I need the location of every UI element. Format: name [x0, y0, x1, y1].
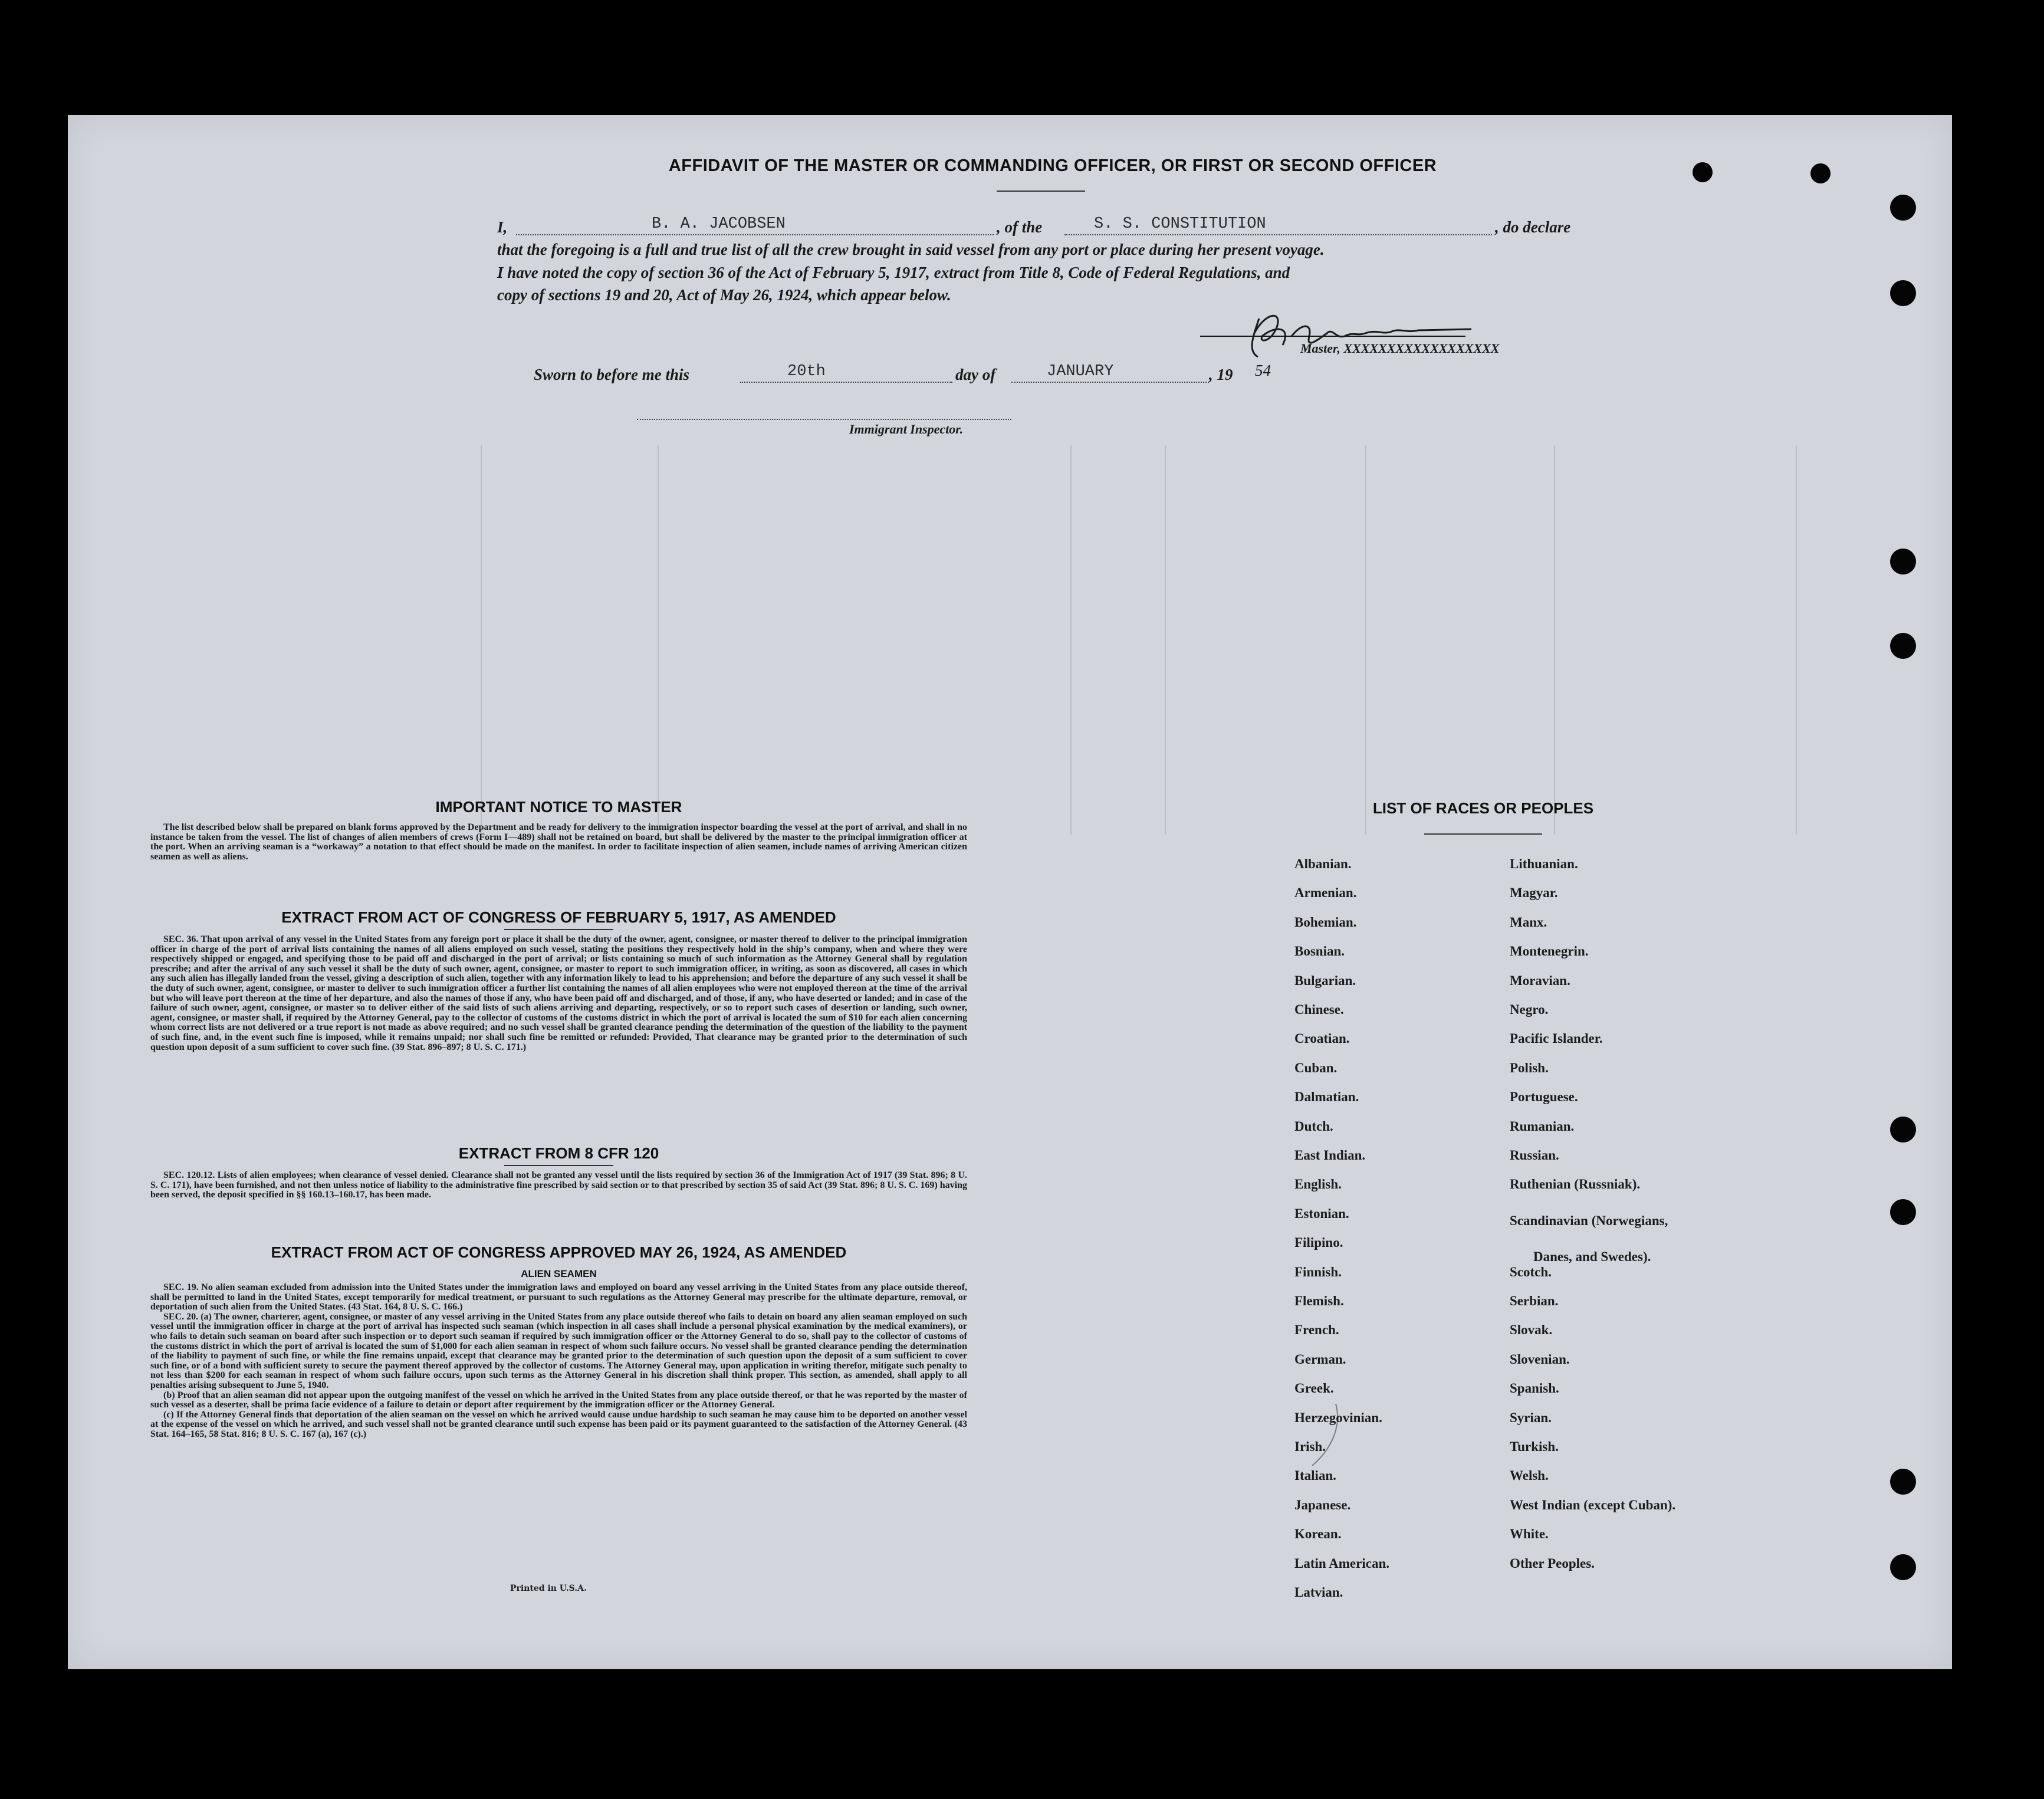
extract-1917-title: EXTRACT FROM ACT OF CONGRESS OF FEBRUARY 5, 1917, AS AMENDED	[281, 908, 836, 926]
race-item-left: Herzegovinian.	[1294, 1410, 1382, 1425]
sec-20b-paragraph: (b) Proof that an alien seaman did not appear upon the outgoing manifest of the vessel on which he arrived in the United States from any place outside thereof, or that he was reported by the master of such vessel as a deserter, shall be prima facie evidence of a failure to detain or deport after requirement by the immigration officer or the Attorney General.	[150, 1390, 967, 1410]
race-item-left: Chinese.	[1294, 1002, 1344, 1017]
sec-20a-paragraph: SEC. 20. (a) The owner, charterer, agent, consignee, or master of any vessel arriving in the United States from any place outside thereof who fails to detain on board any alien seaman employed on such vessel until the immigration officer in charge at the port of arrival has inspected such seaman (which inspection in all cases shall include a personal physical examination by the medical examiners), or who fails to detain such seaman on board after such inspection or to deport such seaman if required by such immigration officer or the Attorney General to do so, shall pay to the collector of customs of the customs district in which the port of arrival is located the sum of $1,000 for each alien seaman in respect of whom such failure occurs. No vessel shall be granted clearance pending the determination of the liability to payment of such fine, or while the fine remains unpaid, except that clearance may be granted prior to the determination of such question upon the deposit of a sum sufficient to cover such fine, or of a bond with sufficient surety to secure the payment thereof approved by the collector of customs. The Attorney General may, upon application in writing therefor, mitigate such penalty to not less than $200 for each seaman in respect of whom such failure occurs, upon such terms as the Attorney General in his discretion shall think proper. This section, as amended, shall apply to all penalties arising subsequent to June 5, 1940.	[150, 1311, 967, 1390]
race-item-left: Dalmatian.	[1294, 1089, 1359, 1105]
race-item-right: Polish.	[1510, 1060, 1549, 1075]
race-item-right: White.	[1510, 1526, 1549, 1542]
sworn-day-value: 20th	[787, 363, 826, 380]
punch-hole	[1693, 162, 1713, 182]
race-item-right: Slovenian.	[1510, 1351, 1570, 1367]
race-item-right: Slovak.	[1510, 1322, 1553, 1338]
race-item-left: Flemish.	[1294, 1294, 1344, 1308]
extract-cfr-body	[150, 1171, 967, 1200]
faint-column-line	[481, 445, 482, 835]
punch-hole	[1890, 549, 1916, 575]
race-item-right: Magyar.	[1510, 885, 1558, 901]
race-item-right: Welsh.	[1510, 1468, 1549, 1483]
race-item-right: Pacific Islander.	[1510, 1031, 1603, 1046]
extract-1924-title: EXTRACT FROM ACT OF CONGRESS APPROVED MAY 26, 1924, AS AMENDED	[271, 1243, 847, 1261]
printed-in-usa: Printed in U.S.A.	[510, 1584, 587, 1593]
sworn-day-line	[740, 382, 952, 383]
race-item-right: Syrian.	[1510, 1410, 1552, 1425]
race-item-left: Cuban.	[1294, 1060, 1338, 1075]
extract-1924-subtitle: ALIEN SEAMEN	[521, 1268, 597, 1279]
faint-column-line	[1165, 445, 1166, 835]
race-item-right: Scandinavian (Norwegians,	[1510, 1213, 1668, 1228]
extract-1917-rule	[504, 929, 613, 930]
race-item-right: Negro.	[1510, 1002, 1549, 1017]
punch-hole	[1890, 195, 1916, 221]
race-item-left: Greek.	[1294, 1381, 1334, 1396]
sworn-label: Sworn to before me this	[534, 366, 690, 383]
race-item-right: Portuguese.	[1510, 1089, 1578, 1105]
notice-body	[150, 823, 967, 862]
year-prefix: , 19	[1209, 366, 1233, 383]
extract-1924-body	[150, 1283, 967, 1440]
race-item-right: Moravian.	[1510, 973, 1570, 988]
year-suffix: 54	[1255, 362, 1271, 379]
punch-hole	[1890, 1469, 1916, 1495]
vessel-name-line	[1064, 234, 1492, 235]
race-item-right: Serbian.	[1510, 1294, 1559, 1308]
punch-hole	[1890, 1117, 1916, 1143]
extract-cfr-title: EXTRACT FROM 8 CFR 120	[458, 1144, 659, 1162]
sec-19-paragraph: SEC. 19. No alien seaman excluded from admission into the United States under the immigration laws and employed on board any vessel arriving in the United States from any place outside thereof, shall be permitted to land in the United States, except temporarily for medical treatment, or pursuant to such regulations as the Attorney General may prescribe for the ultimate departure, removal, or deportation of such alien from the United States. (43 Stat. 164, 8 U. S. C. 166.)	[150, 1282, 967, 1312]
race-item-left: Latin American.	[1294, 1555, 1389, 1571]
punch-hole	[1810, 163, 1831, 183]
race-item-right: Turkish.	[1510, 1439, 1559, 1454]
of-the-label: , of the	[997, 218, 1043, 236]
sworn-month-value: JANUARY	[1047, 363, 1114, 380]
race-item-left: Estonian.	[1294, 1206, 1349, 1221]
sworn-month-line	[1011, 382, 1209, 383]
extract-1917-body	[150, 935, 967, 1052]
races-title: LIST OF RACES OR PEOPLES	[1372, 799, 1594, 817]
race-item-left: Dutch.	[1294, 1118, 1333, 1134]
sec-36-paragraph: SEC. 36. That upon arrival of any vessel in the United States from any foreign port or place it shall be the duty of the owner, agent, consignee, or master thereof to deliver to the principal immigration officer in charge of the port of arrival lists containing the names of all aliens employed on such vessel, stating the positions they respectively hold in the ship’s company, when and where they were respectively shipped or engaged, and specifying those to be paid off and discharged in the port of arrival; or lists containing so much of such information as the Attorney General shall by regulation prescribe; and after the arrival of any such vessel it shall be the duty of such owner, agent, consignee, or master to report to such immigration officer, in writing, as soon as discovered, all cases in which any such alien has illegally landed from the vessel, giving a description of such alien, together with any information likely to lead to his apprehension; and before the departure of any such vessel it shall be the duty of such owner, agent, consignee, or master to deliver to such immigration officer a further list containing the names of all alien employees who were not employed thereon at the time of the arrival but who will leave port thereon at the time of her departure, and also the names of those if any, who have been paid off and discharged, and of those, if any, who have deserted or landed; and in case of the failure of such owner, agent, consignee, or master so to deliver either of the said lists of such aliens arriving and departing, respectively, or so to report such cases of desertion or landing, such owner, agent, consignee, or master shall, if required by the Attorney General, pay to the collector of customs of the customs district in which the port of arrival is located the sum of $10 for each alien concerning whom correct lists are not delivered or a true report is not made as above required; and no such vessel shall be granted clearance pending the determination of the question of the liability to the payment of such fine, and, in the event such fine is imposed, while it remains unpaid; nor shall such fine be remitted or refunded: Provided, That clearance may be granted prior to the determination of such question upon deposit of a sum sufficient to cover such fine. (39 Stat. 896–897; 8 U. S. C. 171.)	[150, 934, 967, 1052]
race-item-right: West Indian (except Cuban).	[1510, 1497, 1676, 1512]
affidavit-i-label: I,	[497, 218, 508, 236]
race-item-left: Bulgarian.	[1294, 973, 1356, 988]
master-signature	[1188, 301, 1495, 372]
inspector-line	[637, 419, 1011, 420]
day-of-label: day of	[955, 366, 996, 383]
race-item-right: Russian.	[1510, 1148, 1559, 1163]
sec-20c-paragraph: (c) If the Attorney General finds that deportation of the alien seaman on the vessel on which he arrived would cause undue hardship to such seaman he may cause him to be deported on another vessel at the expense of the vessel on which he arrived, and such vessel shall not be granted clearance until such expense has been paid or its payment guaranteed to the satisfaction of the Attorney General. (43 Stat. 164–165, 58 Stat. 816; 8 U. S. C. 167 (a), 167 (c).)	[150, 1409, 967, 1439]
punch-hole	[1890, 280, 1916, 306]
signature-title: Master, XXXXXXXXXXXXXXXXXX	[1300, 341, 1500, 356]
race-item-left: German.	[1294, 1351, 1346, 1367]
faint-column-line	[1070, 445, 1072, 835]
race-item-left: Korean.	[1294, 1526, 1342, 1542]
do-declare-label: , do declare	[1495, 218, 1571, 236]
race-item-left: Italian.	[1294, 1468, 1336, 1483]
race-item-left: Bohemian.	[1294, 914, 1357, 930]
faint-column-line	[1365, 445, 1366, 835]
race-item-left: Latvian.	[1294, 1585, 1343, 1600]
notice-title: IMPORTANT NOTICE TO MASTER	[435, 798, 682, 816]
affidavit-title-rule	[997, 191, 1085, 192]
race-item-right: Spanish.	[1510, 1381, 1559, 1396]
race-item-left: French.	[1294, 1322, 1339, 1338]
faint-column-line	[1554, 445, 1555, 835]
race-item-left: Finnish.	[1294, 1264, 1342, 1279]
notice-paragraph: The list described below shall be prepared on blank forms approved by the Department and be ready for delivery to the immigration inspector boarding the vessel at the port of arrival, and shall in no instance be taken from the vessel. The list of changes of alien members of crews (Form I—489) shall not be retained on board, but shall be delivered by the master to the principal immigration officer at the port. When an arriving seaman is a “workaway” a notation to that effect should be made on the manifest. In order to facilitate inspection of alien seamen, include names of arriving American citizen seamen as well as aliens.	[150, 822, 967, 862]
race-item-right: Manx.	[1510, 914, 1547, 930]
affidavit-line-3: I have noted the copy of section 36 of the Act of February 5, 1917, extract from Title 8, Code of Federal Regulations, and	[497, 264, 1290, 281]
faint-column-line	[658, 445, 659, 835]
sec-120-12-paragraph: SEC. 120.12. Lists of alien employees; when clearance of vessel denied. Clearance shall not be granted any vessel until the lists required by section 36 of the Immigration Act of 1917 (39 Stat. 896; 8 U. S. C. 171), have been furnished, and not then unless notice of liability to the administrative fine prescribed by said section or to that prescribed by section 35 of said Act (39 Stat. 896; 8 U. S. C. 169) having been served, the deposit specified in §§ 160.13–160.17, has been made.	[150, 1170, 967, 1200]
vessel-name-value: S. S. CONSTITUTION	[1094, 215, 1266, 233]
race-item-left: Armenian.	[1294, 885, 1357, 901]
affidavit-title: AFFIDAVIT OF THE MASTER OR COMMANDING OFFICER, OR FIRST OR SECOND OFFICER	[668, 156, 1437, 175]
extract-cfr-rule	[504, 1165, 613, 1166]
document-sheet	[68, 115, 1952, 1669]
master-name-line	[516, 234, 994, 235]
affidavit-line-2: that the foregoing is a full and true list of all the crew brought in said vessel from any port or place during her present voyage.	[497, 241, 1325, 258]
race-item-left: Filipino.	[1294, 1235, 1343, 1250]
affidavit-line-4: copy of sections 19 and 20, Act of May 26, 1924, which appear below.	[497, 286, 951, 304]
inspector-label: Immigrant Inspector.	[849, 422, 964, 436]
race-item-right: Montenegrin.	[1510, 944, 1589, 959]
faint-column-line	[1796, 445, 1797, 835]
race-item-left: Albanian.	[1294, 856, 1352, 871]
master-name-value: B. A. JACOBSEN	[652, 215, 786, 233]
race-item-left: Croatian.	[1294, 1031, 1350, 1046]
races-title-rule	[1424, 833, 1542, 835]
punch-hole	[1890, 1199, 1916, 1225]
punch-hole	[1890, 1554, 1916, 1580]
race-item-left: Bosnian.	[1294, 944, 1345, 959]
race-item-right: Danes, and Swedes).	[1533, 1249, 1651, 1265]
punch-hole	[1890, 633, 1916, 659]
race-item-right: Lithuanian.	[1510, 856, 1578, 871]
race-item-left: English.	[1294, 1177, 1342, 1192]
race-item-right: Scotch.	[1510, 1264, 1552, 1279]
race-item-right: Rumanian.	[1510, 1118, 1575, 1134]
race-item-left: Irish.	[1294, 1439, 1326, 1454]
race-item-right: Other Peoples.	[1510, 1555, 1595, 1571]
race-item-right: Ruthenian (Russniak).	[1510, 1177, 1641, 1192]
race-item-left: East Indian.	[1294, 1148, 1366, 1163]
race-item-left: Japanese.	[1294, 1497, 1351, 1512]
